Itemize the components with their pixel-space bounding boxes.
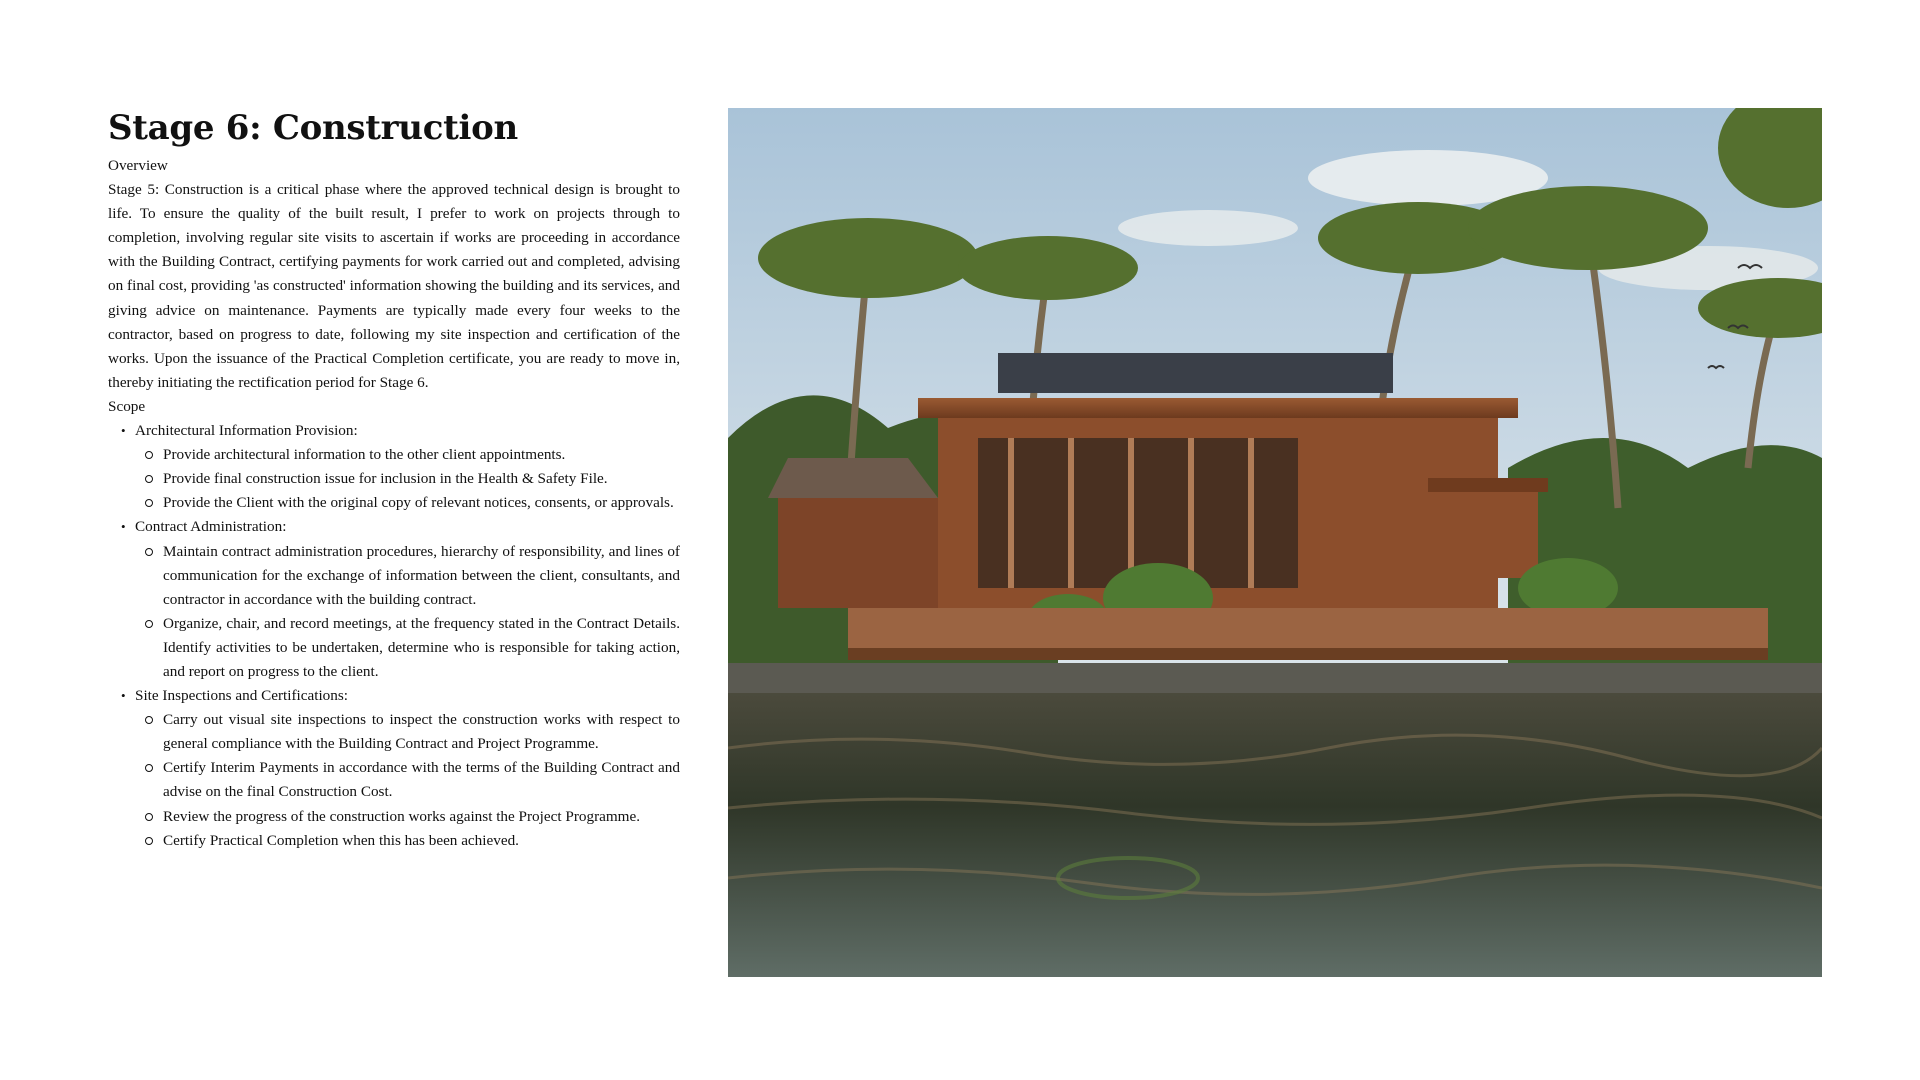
list-item — [163, 491, 680, 515]
list-item — [163, 829, 680, 853]
bullet-circle-icon — [145, 475, 153, 483]
bullet-circle-icon — [145, 548, 153, 556]
scope-section — [121, 515, 680, 684]
bullet-circle-icon — [145, 716, 153, 724]
list-item-text: Maintain contract administration procedures, hierarchy of responsibility, and lines of communication for the exchange of information between the client, consultants, and contractor in accordance with the building contract. — [163, 542, 680, 608]
scope-heading: Site Inspections and Certifications: — [135, 687, 349, 705]
scope-heading: Contract Administration: — [135, 518, 287, 536]
list-item — [163, 540, 680, 612]
list-item-text: Provide final construction issue for inclusion in the Health & Safety File. — [163, 470, 608, 488]
list-item-text: Review the progress of the construction works against the Project Programme. — [163, 807, 641, 825]
scope-heading: Architectural Information Provision: — [135, 422, 358, 440]
bullet-circle-icon — [145, 620, 153, 628]
bullet-dot-icon: • — [121, 519, 126, 535]
bullet-circle-icon — [145, 451, 153, 459]
list-item-text: Provide the Client with the original copy of relevant notices, consents, or approvals. — [163, 494, 674, 512]
page-title: Stage 6: Construction — [108, 108, 518, 148]
bullet-circle-icon — [145, 499, 153, 507]
list-item-text: Organize, chair, and record meetings, at the frequency stated in the Contract Details. Identify activities to be undertaken, determine who is responsible for taking action, and report on progress to the client. — [163, 614, 680, 680]
list-item-text: Certify Interim Payments in accordance with the terms of the Building Contract and advise on the final Construction Cost. — [163, 759, 680, 801]
list-item-text: Carry out visual site inspections to inspect the construction works with respect to general compliance with the Building Contract and Project Programme. — [163, 711, 680, 753]
scope-section — [121, 419, 680, 515]
text-column — [108, 104, 680, 853]
list-item — [163, 708, 680, 756]
bullet-circle-icon — [145, 764, 153, 772]
overview-text: Stage 5: Construction is a critical phase where the approved technical design is brought to life. To ensure the quality of the built result, I prefer to work on projects through to completion, involving regular site visits to ascertain if works are proceeding in accordance with the Building Contract, certifying payments for work carried out and completed, advising on final cost, providing 'as constructed' information showing the building and its services, and giving advice on maintenance. Payments are typically made every four weeks to the contractor, based on progress to date, following my site inspection and certification of the works. Upon the issuance of the Practical Completion certificate, you are ready to move in, thereby initiating the rectification period for Stage 6. — [108, 181, 680, 391]
scope-sublist — [135, 708, 680, 853]
list-item — [163, 443, 680, 467]
bullet-circle-icon — [145, 837, 153, 845]
scope-list — [108, 419, 680, 853]
list-item — [163, 612, 680, 684]
scope-section — [121, 684, 680, 853]
list-item — [163, 805, 680, 829]
overview-label: Overview — [108, 157, 168, 174]
scope-sublist — [135, 443, 680, 515]
list-item — [163, 756, 680, 804]
house-photo — [728, 108, 1822, 977]
list-item — [163, 467, 680, 491]
bullet-circle-icon — [145, 813, 153, 821]
scope-sublist — [135, 540, 680, 685]
bullet-dot-icon: • — [121, 423, 126, 439]
list-item-text: Certify Practical Completion when this has been achieved. — [163, 831, 519, 849]
scope-label: Scope — [108, 397, 146, 415]
bullet-dot-icon: • — [121, 688, 126, 704]
list-item-text: Provide architectural information to the other client appointments. — [163, 446, 566, 464]
